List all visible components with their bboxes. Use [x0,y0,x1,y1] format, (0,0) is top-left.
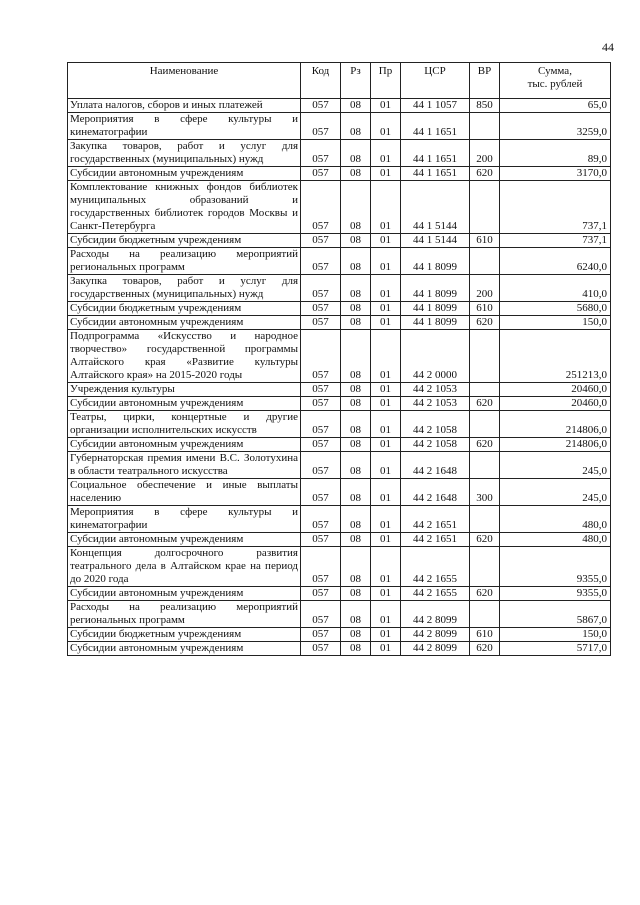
cell-code: 057 [301,587,341,601]
cell-rz: 08 [341,587,371,601]
cell-code: 057 [301,316,341,330]
cell-pr: 01 [371,587,401,601]
header-sum: Сумма, тыс. рублей [500,63,611,99]
cell-vr: 200 [470,140,500,167]
cell-rz: 08 [341,234,371,248]
cell-name: Закупка товаров, работ и услуг для государственных (муниципальных) нужд [68,275,301,302]
cell-csr: 44 2 1053 [401,397,470,411]
cell-rz: 08 [341,181,371,234]
cell-vr [470,330,500,383]
cell-code: 057 [301,452,341,479]
table-row [68,248,611,275]
header-code: Код [301,63,341,99]
cell-csr: 44 2 8099 [401,642,470,656]
cell-csr: 44 2 8099 [401,601,470,628]
cell-csr: 44 2 0000 [401,330,470,383]
cell-vr [470,248,500,275]
cell-pr: 01 [371,383,401,397]
cell-name: Субсидии автономным учреждениям [68,167,301,181]
cell-name: Социальное обеспечение и иные выплаты населению [68,479,301,506]
cell-vr: 620 [470,316,500,330]
cell-rz: 08 [341,506,371,533]
cell-code: 057 [301,167,341,181]
cell-sum: 9355,0 [500,547,611,587]
cell-csr: 44 1 1651 [401,113,470,140]
cell-rz: 08 [341,99,371,113]
cell-sum: 737,1 [500,234,611,248]
cell-csr: 44 2 1053 [401,383,470,397]
cell-sum: 214806,0 [500,438,611,452]
cell-vr: 620 [470,533,500,547]
cell-sum: 3170,0 [500,167,611,181]
cell-code: 057 [301,383,341,397]
page-number: 44 [602,40,614,54]
cell-name: Расходы на реализацию мероприятий региональных программ [68,601,301,628]
cell-pr: 01 [371,167,401,181]
cell-vr: 610 [470,302,500,316]
cell-rz: 08 [341,383,371,397]
cell-rz: 08 [341,167,371,181]
table-row [68,601,611,628]
table-row [68,234,611,248]
cell-vr: 620 [470,397,500,411]
cell-pr: 01 [371,99,401,113]
cell-code: 057 [301,547,341,587]
cell-csr: 44 2 1058 [401,411,470,438]
cell-pr: 01 [371,452,401,479]
cell-rz: 08 [341,601,371,628]
cell-csr: 44 1 8099 [401,275,470,302]
cell-sum: 737,1 [500,181,611,234]
cell-vr: 620 [470,167,500,181]
cell-code: 057 [301,438,341,452]
cell-pr: 01 [371,547,401,587]
cell-sum: 410,0 [500,275,611,302]
cell-rz: 08 [341,628,371,642]
header-csr: ЦСР [401,63,470,99]
table-row [68,330,611,383]
cell-pr: 01 [371,438,401,452]
table-row [68,99,611,113]
cell-sum: 214806,0 [500,411,611,438]
cell-pr: 01 [371,601,401,628]
table-row [68,140,611,167]
header-rz: Рз [341,63,371,99]
cell-pr: 01 [371,316,401,330]
cell-csr: 44 1 8099 [401,316,470,330]
cell-rz: 08 [341,330,371,383]
cell-vr [470,181,500,234]
table-row [68,113,611,140]
table-row [68,452,611,479]
cell-code: 057 [301,628,341,642]
table-row [68,275,611,302]
cell-vr [470,601,500,628]
cell-csr: 44 1 5144 [401,234,470,248]
cell-name: Комплектование книжных фондов библиотек муниципальных образований и государственных библиотек городов Москвы и Санкт-Петербурга [68,181,301,234]
cell-vr [470,547,500,587]
cell-sum: 3259,0 [500,113,611,140]
table-header-row [68,63,611,99]
cell-sum: 6240,0 [500,248,611,275]
cell-name: Губернаторская премия имени В.С. Золотухина в области театрального искусства [68,452,301,479]
table-row [68,533,611,547]
cell-rz: 08 [341,275,371,302]
table-row [68,479,611,506]
cell-sum: 5680,0 [500,302,611,316]
cell-csr: 44 2 1058 [401,438,470,452]
cell-sum: 65,0 [500,99,611,113]
cell-csr: 44 2 1648 [401,479,470,506]
cell-sum: 9355,0 [500,587,611,601]
table-row [68,302,611,316]
cell-name: Субсидии автономным учреждениям [68,438,301,452]
cell-rz: 08 [341,642,371,656]
cell-pr: 01 [371,397,401,411]
cell-vr [470,113,500,140]
cell-code: 057 [301,234,341,248]
cell-csr: 44 1 8099 [401,302,470,316]
cell-sum: 20460,0 [500,397,611,411]
cell-sum: 150,0 [500,628,611,642]
cell-name: Субсидии автономным учреждениям [68,587,301,601]
cell-rz: 08 [341,479,371,506]
table-row [68,397,611,411]
table-row [68,438,611,452]
cell-pr: 01 [371,248,401,275]
cell-code: 057 [301,533,341,547]
cell-pr: 01 [371,411,401,438]
cell-name: Субсидии автономным учреждениям [68,533,301,547]
cell-code: 057 [301,140,341,167]
cell-csr: 44 1 8099 [401,248,470,275]
cell-rz: 08 [341,411,371,438]
cell-pr: 01 [371,234,401,248]
cell-csr: 44 2 1655 [401,587,470,601]
cell-pr: 01 [371,181,401,234]
cell-sum: 150,0 [500,316,611,330]
header-pr: Пр [371,63,401,99]
table-row [68,587,611,601]
cell-vr [470,411,500,438]
cell-vr [470,506,500,533]
cell-sum: 480,0 [500,506,611,533]
cell-code: 057 [301,302,341,316]
cell-rz: 08 [341,140,371,167]
table-row [68,383,611,397]
cell-rz: 08 [341,302,371,316]
cell-csr: 44 2 1648 [401,452,470,479]
cell-pr: 01 [371,302,401,316]
cell-code: 057 [301,397,341,411]
cell-pr: 01 [371,140,401,167]
cell-code: 057 [301,411,341,438]
header-vr: ВР [470,63,500,99]
cell-vr: 200 [470,275,500,302]
cell-name: Субсидии бюджетным учреждениям [68,234,301,248]
cell-pr: 01 [371,479,401,506]
cell-name: Мероприятия в сфере культуры и кинематографии [68,113,301,140]
cell-vr: 610 [470,628,500,642]
cell-vr: 850 [470,99,500,113]
cell-rz: 08 [341,452,371,479]
table-row [68,628,611,642]
cell-name: Субсидии бюджетным учреждениям [68,628,301,642]
table-row [68,181,611,234]
cell-csr: 44 2 1651 [401,533,470,547]
cell-vr: 620 [470,642,500,656]
cell-pr: 01 [371,506,401,533]
cell-code: 057 [301,113,341,140]
cell-name: Субсидии автономным учреждениям [68,397,301,411]
cell-code: 057 [301,99,341,113]
cell-code: 057 [301,479,341,506]
cell-rz: 08 [341,438,371,452]
cell-name: Мероприятия в сфере культуры и кинематографии [68,506,301,533]
budget-table [67,62,611,656]
cell-name: Субсидии автономным учреждениям [68,642,301,656]
cell-name: Уплата налогов, сборов и иных платежей [68,99,301,113]
cell-sum: 480,0 [500,533,611,547]
cell-vr: 610 [470,234,500,248]
cell-name: Закупка товаров, работ и услуг для государственных (муниципальных) нужд [68,140,301,167]
cell-code: 057 [301,601,341,628]
cell-csr: 44 2 1655 [401,547,470,587]
cell-pr: 01 [371,330,401,383]
cell-csr: 44 1 1651 [401,140,470,167]
table-body [68,99,611,656]
cell-pr: 01 [371,113,401,140]
table-row [68,411,611,438]
cell-sum: 245,0 [500,479,611,506]
cell-csr: 44 2 1651 [401,506,470,533]
table-row [68,506,611,533]
cell-sum: 89,0 [500,140,611,167]
cell-name: Субсидии бюджетным учреждениям [68,302,301,316]
cell-sum: 5867,0 [500,601,611,628]
cell-csr: 44 2 8099 [401,628,470,642]
cell-rz: 08 [341,547,371,587]
cell-sum: 245,0 [500,452,611,479]
cell-sum: 5717,0 [500,642,611,656]
cell-pr: 01 [371,628,401,642]
cell-name: Подпрограмма «Искусство и народное творчество» государственной программы Алтайского края «Развитие культуры Алтайского края» на 2015-2020 годы [68,330,301,383]
cell-rz: 08 [341,533,371,547]
table-row [68,167,611,181]
cell-vr [470,383,500,397]
cell-csr: 44 1 1057 [401,99,470,113]
cell-sum: 20460,0 [500,383,611,397]
cell-pr: 01 [371,533,401,547]
cell-rz: 08 [341,248,371,275]
table-row [68,547,611,587]
cell-rz: 08 [341,113,371,140]
cell-vr: 300 [470,479,500,506]
cell-code: 057 [301,642,341,656]
cell-name: Учреждения культуры [68,383,301,397]
cell-vr: 620 [470,438,500,452]
cell-csr: 44 1 1651 [401,167,470,181]
cell-sum: 251213,0 [500,330,611,383]
cell-csr: 44 1 5144 [401,181,470,234]
cell-rz: 08 [341,397,371,411]
cell-rz: 08 [341,316,371,330]
cell-code: 057 [301,506,341,533]
cell-vr [470,452,500,479]
cell-code: 057 [301,248,341,275]
header-name: Наименование [68,63,301,99]
cell-vr: 620 [470,587,500,601]
cell-code: 057 [301,330,341,383]
cell-name: Театры, цирки, концертные и другие организации исполнительских искусств [68,411,301,438]
cell-name: Расходы на реализацию мероприятий региональных программ [68,248,301,275]
table-row [68,316,611,330]
cell-code: 057 [301,181,341,234]
cell-code: 057 [301,275,341,302]
cell-pr: 01 [371,642,401,656]
table-row [68,642,611,656]
cell-pr: 01 [371,275,401,302]
cell-name: Субсидии автономным учреждениям [68,316,301,330]
cell-name: Концепция долгосрочного развития театрального дела в Алтайском крае на период до 2020 года [68,547,301,587]
